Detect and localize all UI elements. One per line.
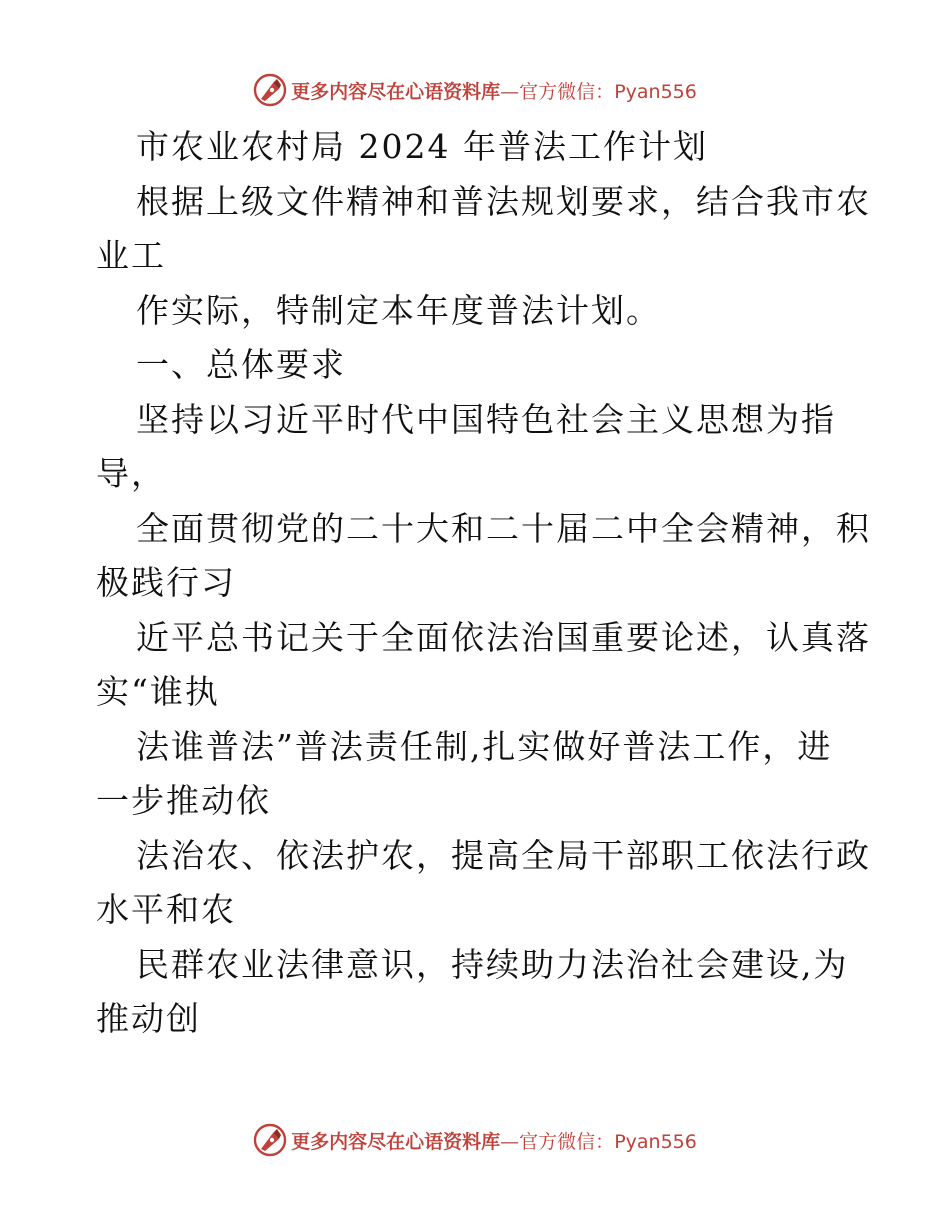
pen-nib-logo-icon: [253, 73, 287, 107]
watermark-contact-label: 官方微信：: [519, 80, 615, 103]
text-line: 近平总书记关于全面依法治国重要论述，认真落: [136, 617, 871, 657]
text-line: 一步推动依: [96, 781, 271, 820]
watermark-dash: —: [500, 1130, 520, 1153]
text-line: 一、总体要求: [136, 345, 346, 384]
watermark-group: [253, 1123, 697, 1157]
text-line: 法谁普法”普法责任制,扎实做好普法工作，进: [136, 726, 833, 766]
text-line: 导，: [96, 454, 166, 493]
document-title: 市农业农村局 2024 年普法工作计划: [136, 127, 708, 166]
text-line: 实“谁执: [96, 672, 220, 711]
pen-nib-logo-icon: [253, 1123, 287, 1157]
watermark-contact-label: 官方微信：: [519, 1130, 615, 1153]
document-body: [96, 120, 871, 1047]
text-line: 全面贯彻党的二十大和二十届二中全会精神，积: [136, 508, 871, 548]
watermark-dash: —: [500, 80, 520, 103]
text-line: 业工: [96, 236, 166, 275]
watermark-banner-top: [0, 70, 950, 110]
text-line: 法治农、依法护农，提高全局干部职工依法行政: [136, 835, 871, 875]
text-line: 坚持以习近平时代中国特色社会主义思想为指: [136, 399, 836, 439]
text-line: 根据上级文件精神和普法规划要求，结合我市农: [136, 181, 871, 221]
watermark-slogan: 更多内容尽在心语资料库: [291, 1130, 501, 1153]
watermark-text: [291, 77, 697, 104]
text-line: 推动创: [96, 999, 201, 1038]
watermark-contact-id: Pyan556: [614, 1130, 697, 1153]
watermark-text: [291, 1127, 697, 1154]
text-line: 民群农业法律意识，持续助力法治社会建设,为: [136, 944, 849, 984]
watermark-banner-bottom: [0, 1120, 950, 1160]
watermark-slogan: 更多内容尽在心语资料库: [291, 80, 501, 103]
watermark-group: [253, 73, 697, 107]
watermark-contact-id: Pyan556: [614, 80, 697, 103]
text-line: 作实际，特制定本年度普法计划。: [136, 290, 661, 330]
text-line: 极践行习: [96, 563, 236, 602]
text-line: 水平和农: [96, 890, 236, 929]
